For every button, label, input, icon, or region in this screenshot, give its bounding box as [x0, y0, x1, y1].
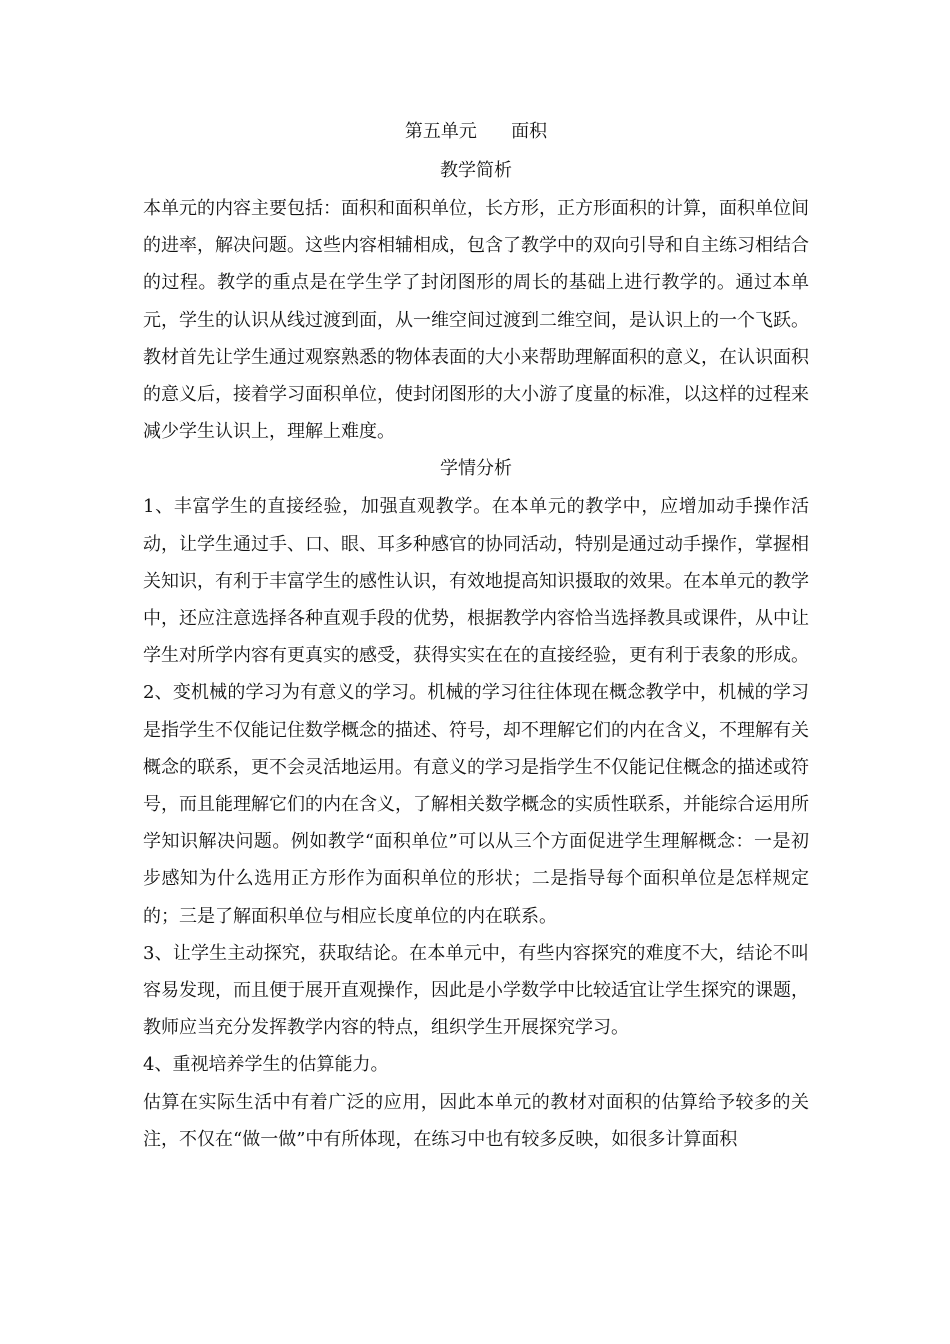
- section-heading-teaching-analysis: 教学简析: [440, 160, 512, 181]
- student-analysis-paragraph-5: 估算在实际生活中有着广泛的应用，因此本单元的教材对面积的估算给予较多的关注，不仅在“做一做”中有所体现，在练习中也有较多反映，如很多计算面积: [143, 1091, 809, 1150]
- student-analysis-paragraph-2: 2、变机械的学习为有意义的学习。机械的学习往往体现在概念教学中，机械的学习是指学生不仅能记住数学概念的描述、符号，却不理解它们的内在含义，不理解有关概念的联系，更不会灵活地运用。有意义的学习是指学生不仅能记住概念的描述或符号，而且能理解它们的内在含义，了解相关数学概念的实质性联系，并能综合运用所学知识解决问题。例如教学“面积单位”可以从三个方面促进学生理解概念：一是初步感知为什么选用正方形作为面积单位的形状；二是指导每个面积单位是怎样规定的；三是了解面积单位与相应长度单位的内在联系。: [143, 682, 809, 927]
- document-body: [143, 112, 809, 1158]
- student-analysis-paragraph-4: 4、重视培养学生的估算能力。: [143, 1054, 389, 1076]
- student-analysis-paragraph-1: 1、丰富学生的直接经验，加强直观教学。在本单元的教学中，应增加动手操作活动，让学生通过手、口、眼、耳多种感官的协同活动，特别是通过动手操作，掌握相关知识，有利于丰富学生的感性认识，有效地提高知识摄取的效果。在本单元的教学中，还应注意选择各种直观手段的优势，根据教学内容恰当选择教具或课件，从中让学生对所学内容有更真实的感受，获得实实在在的直接经验，更有利于表象的形成。: [143, 496, 809, 667]
- section-heading-student-analysis: 学情分析: [440, 458, 512, 480]
- student-analysis-paragraph-3: 3、让学生主动探究，获取结论。在本单元中，有些内容探究的难度不大，结论不叫容易发现，而且便于展开直观操作，因此是小学数学中比较适宜让学生探究的课题，教师应当充分发挥教学内容的特点，组织学生开展探究学习。: [143, 942, 809, 1039]
- teaching-analysis-paragraph: 本单元的内容主要包括：面积和面积单位，长方形，正方形面积的计算，面积单位间的进率，解决问题。这些内容相辅相成，包含了教学中的双向引导和自主练习相结合的过程。教学的重点是在学生学了封闭图形的周长的基础上进行教学的。通过本单元，学生的认识从线过渡到面，从一维空间过渡到二维空间，是认识上的一个飞跃。教材首先让学生通过观察熟悉的物体表面的大小来帮助理解面积的意义，在认识面积的意义后，接着学习面积单位，使封闭图形的大小游了度量的标准，以这样的过程来减少学生认识上，理解上难度。: [143, 198, 809, 443]
- unit-title: 第五单元 面积: [404, 121, 548, 142]
